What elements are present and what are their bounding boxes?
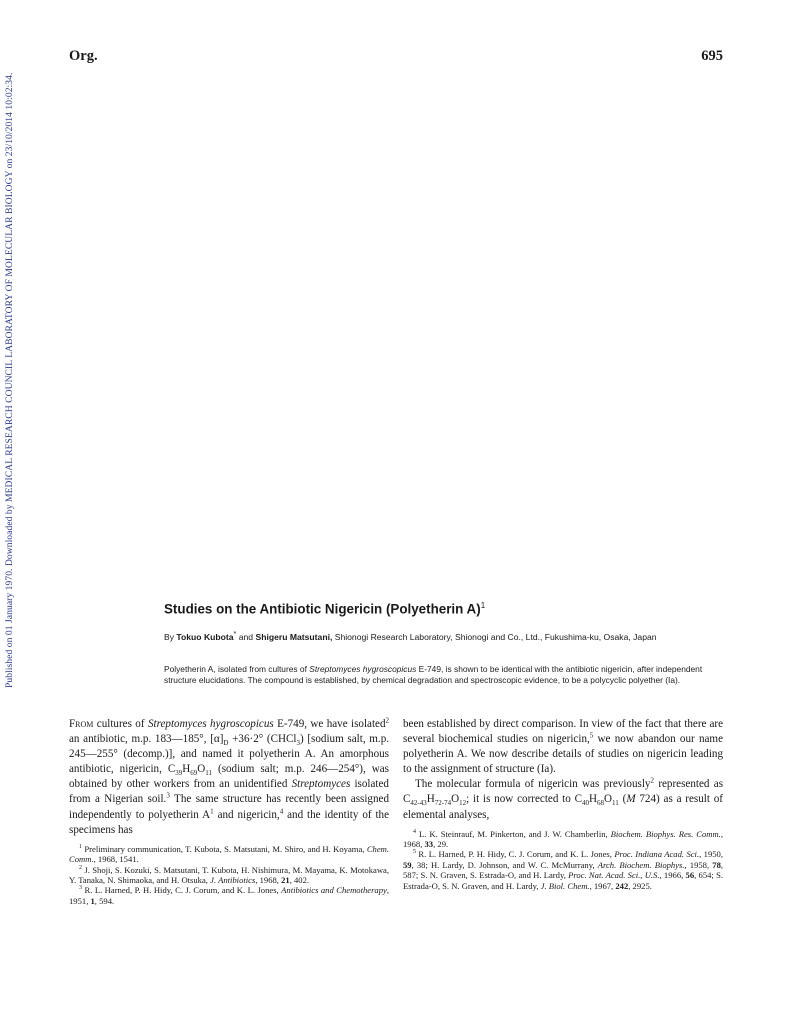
footnote: $^4$ L. K. Steinrauf, M. Pinkerton, and J. W. Chamberlin, Biochem. Biophys. Res. Comm., 1968, 33, 29.	[403, 828, 723, 850]
download-watermark: Published on 01 January 1970. Downloaded by MEDICAL RESEARCH COUNCIL LABORATORY OF MOLECULAR BIOLOGY on 23/10/2014 10:02:34.	[4, 72, 15, 688]
body-paragraph: From cultures of Streptomyces hygroscopicus E-749, we have isolated$^2$ an antibiotic, m.p. 183—185°, $[\alpha]_D +36\cdot 2^\circ$ (CHCl$_3$) [sodium salt, m.p. 245—255° (decomp.)], and named it polyetherin A. An amorphous antibiotic, nigericin, $C_{39}H_{69}O_{11}$ (sodium salt; m.p. 246—254°), was obtained by other workers from an unidentified Streptomyces isolated from a Nigerian soil.$^3$ The same structure has recently been assigned independently to polyetherin $A^1$ and nigericin,$^4$ and the identity of the specimens has	[69, 716, 390, 836]
footnote: $^1$ Preliminary communication, T. Kubota, S. Matsutani, M. Shiro, and H. Koyama, Chem. Comm., 1968, 1541.	[69, 843, 390, 865]
footnote: $^3$ R. L. Harned, P. H. Hidy, C. J. Corum, and K. L. Jones, Antibiotics and Chemotherapy, 1951, 1, 594.	[69, 885, 389, 906]
footnote: $^2$ J. Shoji, S. Kozuki, S. Matsutani, T. Kubota, H. Nishimura, M. Mayama, K. Motokawa, Y. Tanaka, N. Shimaoka, and H. Otsuka, J. Antibiotics, 1968, 21, 402.	[69, 864, 390, 885]
affiliation: Shionogi Research Laboratory, Shionogi and Co., Ltd., Fukushima-ku, Osaka, Japan	[334, 631, 657, 642]
author-name: Tokuo Kubota	[176, 631, 234, 642]
page-number: 695	[701, 48, 723, 64]
author-name: Shigeru Matsutani,	[255, 631, 333, 642]
article-title: Studies on the Antibiotic Nigericin (Polyetherin A)$^1$	[164, 601, 486, 617]
footnotes	[403, 829, 723, 891]
abstract: Polyetherin A, isolated from cultures of Streptomyces hygroscopicus E-749, is shown to be identical with the antibiotic nigericin, after independent structure elucidations. The compound is established, by chemical degradation and spectroscopic evidence, to be a polycyclic polyether (Ia).	[164, 664, 703, 685]
journal-abbreviation: Org.	[69, 48, 98, 64]
left-column	[69, 717, 389, 906]
footnotes	[69, 844, 389, 906]
right-column	[403, 717, 723, 891]
title-footnote-mark: 1	[480, 601, 486, 610]
body-paragraph: been established by direct comparison. In view of the fact that there are several biochemical studies on nigericin,$^5$ we now abandon our name polyetherin A. We now describe details of studies on nigericin leading to the assignment of structure (Ia). The molecular formula of nigericin was previously$^2$ represented as $C_{42-43}H_{72-74}O_{12}$; it is now corrected to $C_{40}H_{68}O_{11}$ (M 724) as a result of elemental analyses,	[403, 718, 724, 821]
footnote: $^5$ R. L. Harned, P. H. Hidy, C. J. Corum, and K. L. Jones, Proc. Indiana Acad. Sci., 1950, 59, 38; H. Lardy, D. Johnson, and W. C. McMurrany, Arch. Biochem. Biophys., 1958, 78, 587; S. N. Graven, S. Estrada-O, and H. Lardy, Proc. Nat. Acad. Sci., U.S., 1966, 56, 654; S. Estrada-O, S. N. Graven, and H. Lardy, J. Biol. Chem., 1967, 242, 2925.	[403, 849, 724, 891]
author-line: By Tokuo Kubota* and Shigeru Matsutani, Shionogi Research Laboratory, Shionogi and Co., Ltd., Fukushima-ku, Osaka, Japan	[164, 630, 657, 642]
